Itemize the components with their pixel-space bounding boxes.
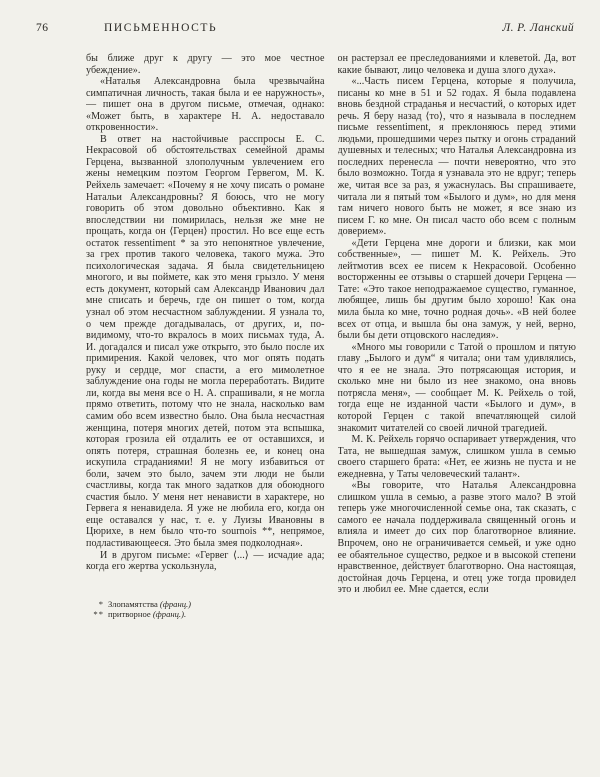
page-header (36, 22, 574, 38)
text-body (86, 53, 576, 777)
footnote-marker: ** (93, 609, 104, 620)
footnote-text: Злопамятства (108, 598, 160, 609)
author-name: Л. Р. Ланский (502, 22, 574, 34)
left-column (86, 53, 325, 777)
footnote-text: притворное (108, 609, 153, 620)
footnote (86, 609, 325, 620)
paragraph: «Вы говорите, что Наталья Александровна слишком ушла в семью, а разве этого мало? В этой теперь уже многочисленной семье она, так сказать, с самого ее начала поддерживала священный огонь и влияла и имеет до сих пор благотворное влияние. Впрочем, оно не ограничивается семьей, и уже одно ее обаятельное существо, редкое и в высокой степени нравственное, действует благотворно. Она настоящая, достойная дочь Герцена, и отец уже тогда провидел это и любил ее. Мне сдается, если (337, 480, 576, 596)
paragraph: «Дети Герцена мне дороги и близки, как мои собственные», — пишет М. К. Рейхель. Это лейтмотив всех ее писем к Некрасовой. Особенно восторженны ее отзывы о старшей дочери Герцена — Тате: «Это такое неподражаемое существо, гуманное, любящее, лишь бы другим было хорошо! Как она мила была ко мне, точно родная дочь». «В ней более всех от отца, и вышла бы она замуж, у ней, верно, были бы дети отцовского наследия». (337, 237, 576, 342)
running-title: ПИСЬМЕННОСТЬ (104, 22, 218, 34)
paragraph: бы ближе друг к другу — это мое честное убеждение». (86, 53, 325, 76)
paragraph: «Наталья Александровна была чрезвычайна симпатичная личность, такая была и ее наружность», — пишет она в другом письме, отмечая, однако: «Может быть, в характере Н. А. недоставало откровенности». (86, 76, 325, 134)
paragraph: «Много мы говорили с Татой о прошлом и пятую главу „Былого и дум“ я читала; они там удивлялись, что я ее не знала. Это потрясающая история, и сколько мне ни было из нее знакомо, она вновь потрясла меня», — сообщает М. К. Рейхель о той, тогда еще не изданной части «Былого и дум», в которой Герцен с такой впечатляющей силой знакомит читателей со своей личной трагедией. (337, 341, 576, 434)
paragraph: М. К. Рейхель горячо оспаривает утверждения, что Тата, не вышедшая замуж, слишком ушла в семью своего старшего брата: «Нет, ее жизнь не пуста и не ежедневна, у Таты человеческий талант». (337, 434, 576, 480)
paragraph: «...Часть писем Герцена, которые я получила, писаны ко мне в 51 и 52 годах. Я была подавлена вновь бездной страданья и несчастий, о которых идет речь. Я беру назад ⟨то⟩, что я называла в последнем письме ressentiment, я преклоняюсь перед этими людьми, прошедшими через пытку и огонь страданий душевных и телесных; что Наталья Александровна из последних перенесла — почти невероятно, что это было возможно. Тогда я узнавала это не вдруг; теперь же, читая все за раз, я ужаснулась. Вы спрашиваете, читала ли я пятый том «Былого и дум», но для меня там ничего нового быть не может, я все знаю из писем Г. ко мне. Он писал часто обо всем с полным доверием». (337, 76, 576, 238)
paragraph: он растерзал ее преследованиями и клеветой. Да, вот какие бывают, лицо человека и душа злого духа». (337, 53, 576, 76)
footnote-language-note: (франц.). (152, 609, 187, 620)
page-number: 76 (36, 22, 49, 34)
footnote-language-note: (франц.) (159, 598, 192, 609)
footnote-marker: * (98, 598, 104, 609)
right-column (338, 53, 577, 777)
footnote (86, 599, 325, 610)
paragraph: И в другом письме: «Гервег ⟨...⟩ — исчадие ада; когда его жертва ускользнула, (86, 549, 325, 573)
footnotes (86, 599, 325, 620)
paragraph: В ответ на настойчивые расспросы Е. С. Некрасовой об обстоятельствах семейной драмы Герцена, вызванной злополучным увлечением его жены немецким поэтом Георгом Гервегом, М. К. Рейхель замечает: «Почему я не хочу писать о романе Натальи Александровны? Я боюсь, что не могу говорить об этом довольно объективно. Как я впоследствии ни помирилась, нельзя же мне не прощать, когда он ⟨Герцен⟩ простил. Но все еще есть остаток ressentiment * за это непонятное увлечение, за грех против такого человека, такого мужа. Это психологическая задача. Я была свидетельницею многого, и вы поймете, как это меня грызло. У меня есть документ, который сам Александр Иванович дал мне списать и беречь, где он пишет о том, когда узнал об этом несчастном заблуждении. Я узнала то, о чем прежде догадывалась, от других, и, по-видимому, что-то вкралось в моих письмах туда, А. И. догадался и писал уже открыто, это было после их примирения. Какой человек, что мог опять подать руку и сердце, мог спасти, а его мимолетное заблуждение она годы не могла переработать. Видите ли, когда вы меня все о Н. А. спрашивали, я не могла прямо ответить, потому что не знала, насколько вам самим обо всем известно было. Она была несчастная женщина, потеря многих детей, потом эта вспышка, которая грозила ей отдалить ее от оставшихся, и опять потеря, страшная болезнь ее, и конец она искупила страданиями! Я не могу избавиться от боли, зачем это было, зачем эти люди не были счастливы, когда так много задатков для обоюдного счастия было. У меня нет ненависти в характере, но Гервега я ненавидела. Я уже не любила его, когда он еще оставался у нас, т. е. у Луизы Ивановны в Цюрихе, в нем было что-то sournois **, непрямое, подластивающееся. Это была змея подколодная». (86, 133, 325, 549)
